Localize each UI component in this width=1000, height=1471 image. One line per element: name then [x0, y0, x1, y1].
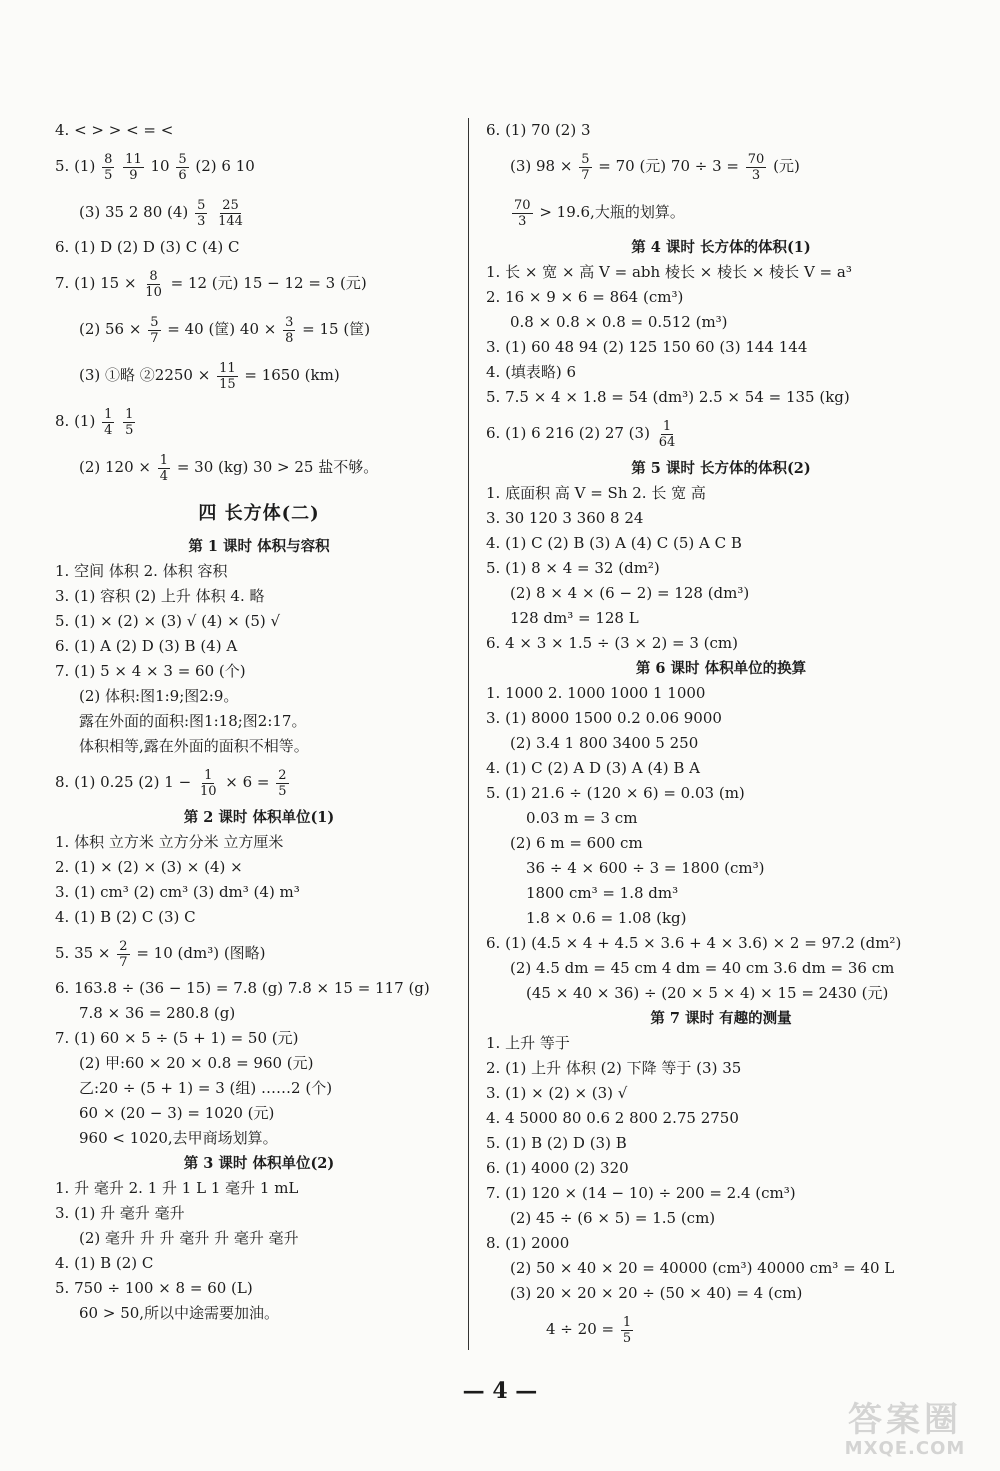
- answer-line: 1. 长 × 宽 × 高 V = abh 棱长 × 棱长 × 棱长 V = a³: [486, 263, 852, 281]
- answer-line: [55, 930, 463, 976]
- fraction-denominator: 3: [751, 167, 761, 183]
- fraction-denominator: 5: [278, 783, 287, 799]
- fraction: [283, 315, 295, 346]
- fraction: [102, 407, 114, 438]
- answer-line: 1. 上升 等于: [486, 1034, 570, 1052]
- fraction-denominator: 5: [125, 422, 134, 438]
- answer-line: 4. (1) C (2) A D (3) A (4) B A: [486, 759, 701, 777]
- right-column: [486, 118, 956, 1352]
- answer-line: 乙:20 ÷ (5 + 1) = 3 (组) ……2 (个): [79, 1079, 333, 1097]
- fraction: [102, 152, 114, 183]
- fraction: [123, 407, 135, 438]
- fraction-denominator: 7: [119, 954, 128, 970]
- fraction-numerator: 11: [219, 360, 236, 376]
- fraction-denominator: 7: [581, 167, 590, 183]
- answer-line: 3. (1) 8000 1500 0.2 0.06 9000: [486, 709, 722, 727]
- answer-line: (2) 45 ÷ (6 × 5) = 1.5 (cm): [510, 1209, 716, 1227]
- answer-line: 5. 750 ÷ 100 × 8 = 60 (L): [55, 1279, 253, 1297]
- answer-text: (3) 35 2 80 (4): [79, 203, 194, 221]
- column-divider: [468, 118, 469, 1350]
- answer-line: 8. (1) 2000: [486, 1234, 570, 1252]
- fraction-numerator: 1: [125, 406, 134, 422]
- fraction-numerator: 1: [159, 452, 169, 468]
- answer-line: 6. 163.8 ÷ (36 − 15) = 7.8 (g) 7.8 × 15 = 117 (g): [55, 979, 430, 997]
- lesson-heading: 第 2 课时 体积单位(1): [183, 809, 335, 826]
- answer-line: [55, 260, 463, 306]
- answer-line: 4. (1) B (2) C: [55, 1254, 154, 1272]
- fraction-denominator: 4: [159, 468, 169, 484]
- answer-line: 6. (1) D (2) D (3) C (4) C: [55, 238, 240, 256]
- fraction: [158, 453, 170, 484]
- answer-line: [55, 444, 463, 490]
- fraction-numerator: 70: [514, 197, 531, 213]
- answer-line: (3) 20 × 20 × 20 ÷ (50 × 40) = 4 (cm): [510, 1284, 803, 1302]
- fraction-denominator: 4: [104, 422, 113, 438]
- answer-line: (2) 4.5 dm = 45 cm 4 dm = 40 cm 3.6 dm = 36 cm: [510, 959, 895, 977]
- lesson-heading: 第 4 课时 长方体的体积(1): [631, 239, 811, 256]
- fraction-numerator: 11: [125, 151, 142, 167]
- fraction-numerator: 25: [222, 197, 239, 213]
- fraction-denominator: 15: [219, 376, 236, 392]
- fraction: [117, 939, 129, 970]
- answer-line: [55, 398, 463, 444]
- fraction-numerator: 1: [662, 418, 672, 434]
- answer-text: = 10 (dm³) (图略): [131, 944, 266, 962]
- fraction-numerator: 5: [581, 151, 590, 167]
- answer-line: 60 × (20 − 3) = 1020 (元): [79, 1104, 275, 1122]
- fraction-denominator: 8: [285, 330, 294, 346]
- answer-text: = 12 (元) 15 − 12 = 3 (元): [165, 274, 367, 292]
- answer-line: 1. 空间 体积 2. 体积 容积: [55, 562, 228, 580]
- answer-line: 2. (1) × (2) × (3) × (4) ×: [55, 858, 243, 876]
- answer-line: (2) 甲:60 × 20 × 0.8 = 960 (元): [79, 1054, 314, 1072]
- fraction: [746, 152, 767, 183]
- answer-text: = 1650 (km): [239, 366, 340, 384]
- answer-text: = 15 (筐): [297, 320, 371, 338]
- fraction-denominator: 5: [622, 1330, 632, 1346]
- answer-line: 36 ÷ 4 × 600 ÷ 3 = 1800 (cm³): [526, 859, 765, 877]
- fraction: [123, 152, 144, 183]
- answer-line: 5. (1) B (2) D (3) B: [486, 1134, 627, 1152]
- answer-line: [486, 143, 956, 189]
- fraction-denominator: 3: [518, 213, 527, 229]
- fraction: [579, 152, 591, 183]
- answer-text: (元): [768, 157, 800, 175]
- answer-line: 5. (1) 8 × 4 = 32 (dm²): [486, 559, 660, 577]
- lesson-heading: 第 5 课时 长方体的体积(2): [631, 460, 811, 477]
- answer-text: 6. (1) 6 216 (2) 27 (3): [486, 424, 655, 442]
- answer-line: [55, 759, 463, 805]
- fraction: [657, 419, 678, 450]
- answer-line: [55, 352, 463, 398]
- answer-line: 6. (1) 4000 (2) 320: [486, 1159, 629, 1177]
- lesson-heading: 第 6 课时 体积单位的换算: [635, 660, 807, 677]
- answer-line: 6. (1) (4.5 × 4 + 4.5 × 3.6 + 4 × 3.6) × 2 = 97.2 (dm²): [486, 934, 902, 952]
- watermark-text: 答案圈: [848, 1400, 962, 1440]
- fraction-denominator: 10: [145, 284, 162, 300]
- fraction-denominator: 10: [199, 783, 217, 799]
- answer-line: 3. 30 120 3 360 8 24: [486, 509, 644, 527]
- fraction: [276, 768, 288, 799]
- fraction: [148, 315, 160, 346]
- fraction-denominator: 5: [104, 167, 113, 183]
- lesson-heading: 第 1 课时 体积与容积: [188, 538, 330, 555]
- watermark-url: MXQE.COM: [844, 1438, 966, 1459]
- fraction-numerator: 1: [204, 767, 213, 783]
- lesson-heading: 第 3 课时 体积单位(2): [183, 1155, 335, 1172]
- answer-line: [55, 306, 463, 352]
- fraction-denominator: 3: [197, 213, 206, 229]
- fraction-numerator: 8: [149, 268, 158, 284]
- answer-line: 4. 4 5000 80 0.6 2 800 2.75 2750: [486, 1109, 739, 1127]
- fraction: [143, 269, 164, 300]
- answer-line: [486, 410, 956, 456]
- fraction-numerator: 5: [178, 151, 187, 167]
- answer-line: 3. (1) cm³ (2) cm³ (3) dm³ (4) m³: [55, 883, 300, 901]
- answer-line: 露在外面的面积:图1:18;图2:17。: [79, 712, 307, 730]
- answer-line: 5. (1) × (2) × (3) √ (4) × (5) √: [55, 612, 281, 630]
- fraction: [217, 361, 238, 392]
- answer-line: 5. (1) 21.6 ÷ (120 × 6) = 0.03 (m): [486, 784, 745, 802]
- fraction-denominator: 7: [150, 330, 159, 346]
- fraction-numerator: 1: [104, 406, 113, 422]
- answer-line: (2) 3.4 1 800 3400 5 250: [510, 734, 699, 752]
- answer-text: 7. (1) 15 ×: [55, 274, 142, 292]
- fraction-numerator: 70: [747, 151, 765, 167]
- answer-line: (2) 毫升 升 升 毫升 升 毫升 毫升: [79, 1229, 299, 1247]
- answer-line: 5. 7.5 × 4 × 1.8 = 54 (dm³) 2.5 × 54 = 135 (kg): [486, 388, 850, 406]
- answer-line: 2. 16 × 9 × 6 = 864 (cm³): [486, 288, 684, 306]
- unit-title: 四 长方体(二): [198, 503, 320, 524]
- left-column: [55, 118, 463, 1326]
- answer-text: (2) 120 ×: [79, 458, 156, 476]
- answer-line: [55, 189, 463, 235]
- fraction-numerator: 2: [278, 767, 287, 783]
- answer-text: [116, 157, 121, 175]
- answer-text: [209, 203, 214, 221]
- answer-line: 6. 4 × 3 × 1.5 ÷ (3 × 2) = 3 (cm): [486, 634, 738, 652]
- answer-text: 5. (1): [55, 157, 101, 175]
- fraction-numerator: 5: [150, 314, 159, 330]
- lesson-heading: 第 7 课时 有趣的测量: [650, 1010, 792, 1027]
- answer-line: 3. (1) 容积 (2) 上升 体积 4. 略: [55, 587, 265, 605]
- answer-line: 7. (1) 120 × (14 − 10) ÷ 200 = 2.4 (cm³): [486, 1184, 796, 1202]
- answer-line: 4. < > > < = <: [55, 121, 174, 139]
- answer-line: (2) 50 × 40 × 20 = 40000 (cm³) 40000 cm³ = 40 L: [510, 1259, 895, 1277]
- answer-text: > 19.6,大瓶的划算。: [534, 203, 685, 221]
- answer-line: 3. (1) × (2) × (3) √: [486, 1084, 628, 1102]
- answer-line: 0.8 × 0.8 × 0.8 = 0.512 (m³): [510, 313, 728, 331]
- answer-line: 7.8 × 36 = 280.8 (g): [79, 1004, 236, 1022]
- answer-line: 0.03 m = 3 cm: [526, 809, 638, 827]
- answer-text: 8. (1) 0.25 (2) 1 −: [55, 773, 196, 791]
- answer-line: 1. 体积 立方米 立方分米 立方厘米: [55, 833, 284, 851]
- fraction: [512, 198, 533, 229]
- fraction-denominator: 9: [129, 167, 138, 183]
- answer-text: 8. (1): [55, 412, 101, 430]
- fraction-numerator: 2: [119, 938, 128, 954]
- answer-line: 1. 升 毫升 2. 1 升 1 L 1 毫升 1 mL: [55, 1179, 299, 1197]
- answer-line: 3. (1) 60 48 94 (2) 125 150 60 (3) 144 144: [486, 338, 808, 356]
- answer-line: 60 > 50,所以中途需要加油。: [79, 1304, 280, 1322]
- fraction: [198, 768, 219, 799]
- fraction-denominator: 144: [218, 213, 243, 229]
- answer-text: 4 ÷ 20 =: [546, 1320, 619, 1338]
- answer-line: 1800 cm³ = 1.8 dm³: [526, 884, 679, 902]
- answer-line: 960 < 1020,去甲商场划算。: [79, 1129, 278, 1147]
- answer-text: [116, 412, 121, 430]
- answer-text: (2) 56 ×: [79, 320, 147, 338]
- answer-line: 4. (1) C (2) B (3) A (4) C (5) A C B: [486, 534, 742, 552]
- answer-line: 6. (1) 70 (2) 3: [486, 121, 591, 139]
- answer-text: (2) 6 10: [190, 157, 255, 175]
- answer-line: (2) 6 m = 600 cm: [510, 834, 643, 852]
- fraction: [621, 1315, 633, 1346]
- answer-line: 128 dm³ = 128 L: [510, 609, 639, 627]
- page-number: — 4 —: [462, 1378, 538, 1404]
- answer-text: 5. 35 ×: [55, 944, 116, 962]
- answer-text: 10: [145, 157, 175, 175]
- answer-line: 3. (1) 升 毫升 毫升: [55, 1204, 185, 1222]
- fraction-denominator: 64: [658, 434, 676, 450]
- fraction: [176, 152, 188, 183]
- answer-line: 2. (1) 上升 体积 (2) 下降 等于 (3) 35: [486, 1059, 742, 1077]
- answer-text: (3) ①略 ②2250 ×: [79, 366, 216, 384]
- answer-line: 6. (1) A (2) D (3) B (4) A: [55, 637, 238, 655]
- fraction: [216, 198, 245, 229]
- fraction-numerator: 1: [622, 1314, 632, 1330]
- answer-text: = 30 (kg) 30 > 25 盐不够。: [172, 458, 379, 476]
- fraction-numerator: 3: [285, 314, 294, 330]
- answer-line: (45 × 40 × 36) ÷ (20 × 5 × 4) × 15 = 2430 (元): [526, 984, 889, 1002]
- answer-line: 7. (1) 5 × 4 × 3 = 60 (个): [55, 662, 246, 680]
- answer-line: 1. 底面积 高 V = Sh 2. 长 宽 高: [486, 484, 706, 502]
- answer-line: (2) 体积:图1:9;图2:9。: [79, 687, 239, 705]
- answer-line: (2) 8 × 4 × (6 − 2) = 128 (dm³): [510, 584, 750, 602]
- answer-line: [486, 1306, 956, 1352]
- answer-text: × 6 =: [220, 773, 275, 791]
- answer-line: [55, 143, 463, 189]
- fraction-numerator: 5: [197, 197, 206, 213]
- watermark-logo: [820, 1402, 990, 1464]
- fraction-numerator: 8: [104, 151, 113, 167]
- answer-line: 体积相等,露在外面的面积不相等。: [79, 737, 309, 755]
- fraction-denominator: 6: [178, 167, 187, 183]
- answer-text: = 70 (元) 70 ÷ 3 =: [593, 157, 744, 175]
- answer-line: 4. (填表略) 6: [486, 363, 577, 381]
- answer-line: 1. 1000 2. 1000 1000 1 1000: [486, 684, 706, 702]
- answer-text: = 40 (筐) 40 ×: [162, 320, 282, 338]
- answer-line: 1.8 × 0.6 = 1.08 (kg): [526, 909, 687, 927]
- answer-line: 7. (1) 60 × 5 ÷ (5 + 1) = 50 (元): [55, 1029, 299, 1047]
- fraction: [195, 198, 207, 229]
- answer-text: (3) 98 ×: [510, 157, 578, 175]
- answer-line: 4. (1) B (2) C (3) C: [55, 908, 196, 926]
- answer-line: [486, 189, 956, 235]
